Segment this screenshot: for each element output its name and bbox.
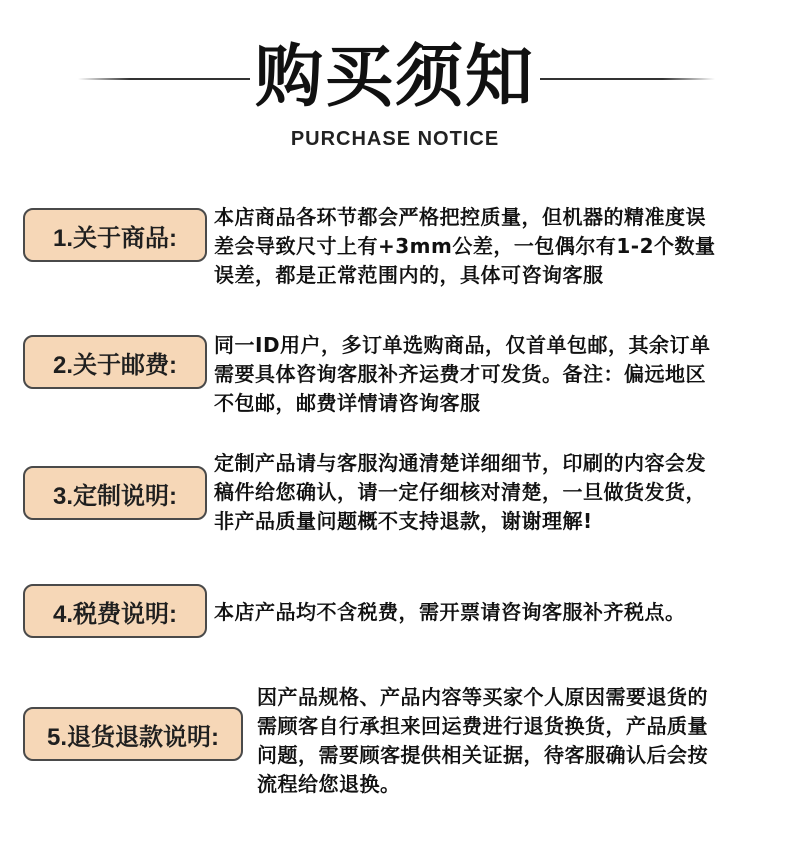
notice-header [0, 0, 790, 175]
section-text-line: 本店产品均不含税费，需开票请咨询客服补齐税点。 [214, 600, 686, 624]
page-subtitle: PURCHASE NOTICE [290, 128, 500, 150]
section-text-line: 流程给您退换。 [257, 772, 401, 796]
section-label: 2.关于邮费: [23, 335, 207, 389]
section-text-line: 误差，都是正常范围内的，具体可咨询客服 [214, 263, 604, 287]
section-text-line: 稿件给您确认，请一定仔细核对清楚，一旦做货发货， [214, 480, 706, 504]
section-text-line: 问题，需要顾客提供相关证据，待客服确认后会按 [257, 743, 708, 767]
section-label: 3.定制说明: [23, 466, 207, 520]
section-text-line: 定制产品请与客服沟通清楚详细细节，印刷的内容会发 [214, 451, 706, 475]
section-text [214, 449, 706, 536]
page-title: 购买须知 [254, 38, 535, 117]
section-text-line: 本店商品各环节都会严格把控质量，但机器的精准度误 [214, 205, 706, 229]
title-divider-left [78, 78, 250, 80]
section-text-line: 因产品规格、产品内容等买家个人原因需要退货的 [257, 685, 708, 709]
section-text-line: 需顾客自行承担来回运费进行退货换货，产品质量 [257, 714, 708, 738]
section-text [214, 203, 716, 290]
section-label: 1.关于商品: [23, 208, 207, 262]
section-text-line: 非产品质量问题概不支持退款，谢谢理解! [214, 509, 593, 533]
section-label: 5.退货退款说明: [23, 707, 243, 761]
section-text-line: 差会导致尺寸上有+3mm公差，一包偶尔有1-2个数量 [214, 234, 716, 258]
section-text-line: 需要具体咨询客服补齐运费才可发货。备注：偏远地区 [214, 362, 706, 386]
section-label: 4.税费说明: [23, 584, 207, 638]
section-text-line: 同一ID用户，多订单选购商品，仅首单包邮，其余订单 [214, 333, 711, 357]
section-text [214, 598, 686, 627]
section-text-line: 不包邮，邮费详情请咨询客服 [214, 391, 481, 415]
title-divider-right [540, 78, 715, 80]
section-text [214, 331, 711, 418]
section-text [257, 683, 708, 799]
